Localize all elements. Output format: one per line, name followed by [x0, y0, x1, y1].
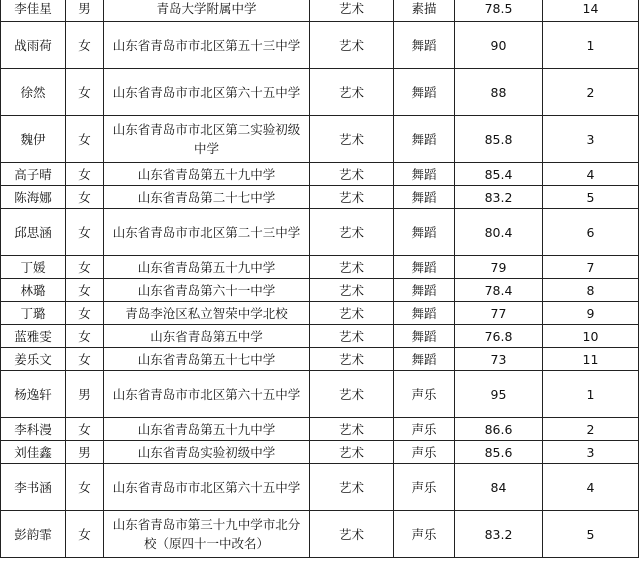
- gender-cell: 女: [66, 69, 104, 116]
- subject-cell: 声乐: [394, 371, 455, 418]
- school-cell: 山东省青岛第五十七中学: [104, 348, 310, 371]
- subject-cell: 舞蹈: [394, 348, 455, 371]
- subject-cell: 舞蹈: [394, 256, 455, 279]
- rank-cell: 6: [543, 209, 639, 256]
- score-cell: 90: [455, 22, 543, 69]
- table-row: [1, 209, 639, 256]
- score-cell: 88: [455, 69, 543, 116]
- rank-cell: 1: [543, 22, 639, 69]
- score-cell: 80.4: [455, 209, 543, 256]
- score-cell: 84: [455, 464, 543, 511]
- gender-cell: 女: [66, 348, 104, 371]
- category-cell: 艺术: [310, 511, 394, 558]
- score-cell: 85.4: [455, 163, 543, 186]
- gender-cell: 男: [66, 441, 104, 464]
- gender-cell: 女: [66, 325, 104, 348]
- table-row: [1, 279, 639, 302]
- subject-cell: 舞蹈: [394, 116, 455, 163]
- table-row: [1, 163, 639, 186]
- rank-cell: 2: [543, 418, 639, 441]
- table-row: [1, 22, 639, 69]
- category-cell: 艺术: [310, 325, 394, 348]
- school-cell: 山东省青岛第六十一中学: [104, 279, 310, 302]
- subject-cell: 声乐: [394, 441, 455, 464]
- table-row: [1, 441, 639, 464]
- name-cell: 高子晴: [1, 163, 66, 186]
- score-cell: 78.5: [455, 0, 543, 22]
- subject-cell: 声乐: [394, 418, 455, 441]
- gender-cell: 女: [66, 464, 104, 511]
- name-cell: 彭韵霏: [1, 511, 66, 558]
- category-cell: 艺术: [310, 69, 394, 116]
- school-cell: 山东省青岛市市北区第二十三中学: [104, 209, 310, 256]
- gender-cell: 女: [66, 279, 104, 302]
- rank-cell: 5: [543, 186, 639, 209]
- rank-cell: 8: [543, 279, 639, 302]
- rank-cell: 11: [543, 348, 639, 371]
- category-cell: 艺术: [310, 418, 394, 441]
- score-cell: 85.8: [455, 116, 543, 163]
- table-row: [1, 371, 639, 418]
- school-cell: 山东省青岛第五十九中学: [104, 163, 310, 186]
- name-cell: 丁璐: [1, 302, 66, 325]
- category-cell: 艺术: [310, 348, 394, 371]
- name-cell: 丁媛: [1, 256, 66, 279]
- subject-cell: 声乐: [394, 464, 455, 511]
- rank-cell: 10: [543, 325, 639, 348]
- subject-cell: 舞蹈: [394, 22, 455, 69]
- score-cell: 85.6: [455, 441, 543, 464]
- subject-cell: 舞蹈: [394, 209, 455, 256]
- school-cell: 山东省青岛第五十九中学: [104, 418, 310, 441]
- gender-cell: 女: [66, 22, 104, 69]
- table-row: [1, 256, 639, 279]
- name-cell: 邱思涵: [1, 209, 66, 256]
- table-row: [1, 325, 639, 348]
- rank-cell: 2: [543, 69, 639, 116]
- category-cell: 艺术: [310, 279, 394, 302]
- gender-cell: 女: [66, 186, 104, 209]
- gender-cell: 女: [66, 256, 104, 279]
- subject-cell: 素描: [394, 0, 455, 22]
- gender-cell: 女: [66, 511, 104, 558]
- rank-cell: 1: [543, 371, 639, 418]
- score-cell: 76.8: [455, 325, 543, 348]
- score-cell: 78.4: [455, 279, 543, 302]
- rank-cell: 4: [543, 163, 639, 186]
- score-cell: 95: [455, 371, 543, 418]
- school-cell: 山东省青岛市市北区第六十五中学: [104, 69, 310, 116]
- table-row: [1, 348, 639, 371]
- school-cell: 青岛李沧区私立智荣中学北校: [104, 302, 310, 325]
- category-cell: 艺术: [310, 116, 394, 163]
- subject-cell: 声乐: [394, 511, 455, 558]
- rank-cell: 7: [543, 256, 639, 279]
- table-row: [1, 0, 639, 22]
- category-cell: 艺术: [310, 186, 394, 209]
- gender-cell: 女: [66, 116, 104, 163]
- gender-cell: 男: [66, 0, 104, 22]
- gender-cell: 女: [66, 209, 104, 256]
- rank-cell: 3: [543, 441, 639, 464]
- school-cell: 山东省青岛第二十七中学: [104, 186, 310, 209]
- subject-cell: 舞蹈: [394, 69, 455, 116]
- school-cell: 山东省青岛市市北区第六十五中学: [104, 371, 310, 418]
- category-cell: 艺术: [310, 302, 394, 325]
- category-cell: 艺术: [310, 163, 394, 186]
- school-cell: 山东省青岛市市北区第二实验初级中学: [104, 116, 310, 163]
- category-cell: 艺术: [310, 209, 394, 256]
- school-cell: 山东省青岛市市北区第五十三中学: [104, 22, 310, 69]
- score-cell: 83.2: [455, 186, 543, 209]
- rank-cell: 4: [543, 464, 639, 511]
- name-cell: 魏伊: [1, 116, 66, 163]
- rank-cell: 5: [543, 511, 639, 558]
- score-cell: 79: [455, 256, 543, 279]
- name-cell: 蓝雅雯: [1, 325, 66, 348]
- name-cell: 陈海娜: [1, 186, 66, 209]
- category-cell: 艺术: [310, 22, 394, 69]
- table-row: [1, 418, 639, 441]
- gender-cell: 男: [66, 371, 104, 418]
- category-cell: 艺术: [310, 441, 394, 464]
- category-cell: 艺术: [310, 0, 394, 22]
- name-cell: 徐然: [1, 69, 66, 116]
- gender-cell: 女: [66, 418, 104, 441]
- table-row: [1, 511, 639, 558]
- name-cell: 刘佳鑫: [1, 441, 66, 464]
- category-cell: 艺术: [310, 464, 394, 511]
- name-cell: 战雨荷: [1, 22, 66, 69]
- category-cell: 艺术: [310, 256, 394, 279]
- rank-cell: 9: [543, 302, 639, 325]
- school-cell: 山东省青岛第五十九中学: [104, 256, 310, 279]
- rank-cell: 14: [543, 0, 639, 22]
- subject-cell: 舞蹈: [394, 302, 455, 325]
- name-cell: 姜乐文: [1, 348, 66, 371]
- category-cell: 艺术: [310, 371, 394, 418]
- school-cell: 山东省青岛第五中学: [104, 325, 310, 348]
- name-cell: 林璐: [1, 279, 66, 302]
- school-cell: 青岛大学附属中学: [104, 0, 310, 22]
- rank-cell: 3: [543, 116, 639, 163]
- score-cell: 83.2: [455, 511, 543, 558]
- score-cell: 86.6: [455, 418, 543, 441]
- subject-cell: 舞蹈: [394, 279, 455, 302]
- name-cell: 李书涵: [1, 464, 66, 511]
- name-cell: 李科漫: [1, 418, 66, 441]
- table-row: [1, 302, 639, 325]
- table-row: [1, 186, 639, 209]
- school-cell: 山东省青岛市第三十九中学市北分校（原四十一中改名）: [104, 511, 310, 558]
- subject-cell: 舞蹈: [394, 325, 455, 348]
- subject-cell: 舞蹈: [394, 186, 455, 209]
- school-cell: 山东省青岛市市北区第六十五中学: [104, 464, 310, 511]
- school-cell: 山东省青岛实验初级中学: [104, 441, 310, 464]
- gender-cell: 女: [66, 163, 104, 186]
- name-cell: 李佳星: [1, 0, 66, 22]
- table-row: [1, 464, 639, 511]
- subject-cell: 舞蹈: [394, 163, 455, 186]
- table-row: [1, 69, 639, 116]
- gender-cell: 女: [66, 302, 104, 325]
- score-cell: 73: [455, 348, 543, 371]
- table-row: [1, 116, 639, 163]
- name-cell: 杨逸轩: [1, 371, 66, 418]
- score-cell: 77: [455, 302, 543, 325]
